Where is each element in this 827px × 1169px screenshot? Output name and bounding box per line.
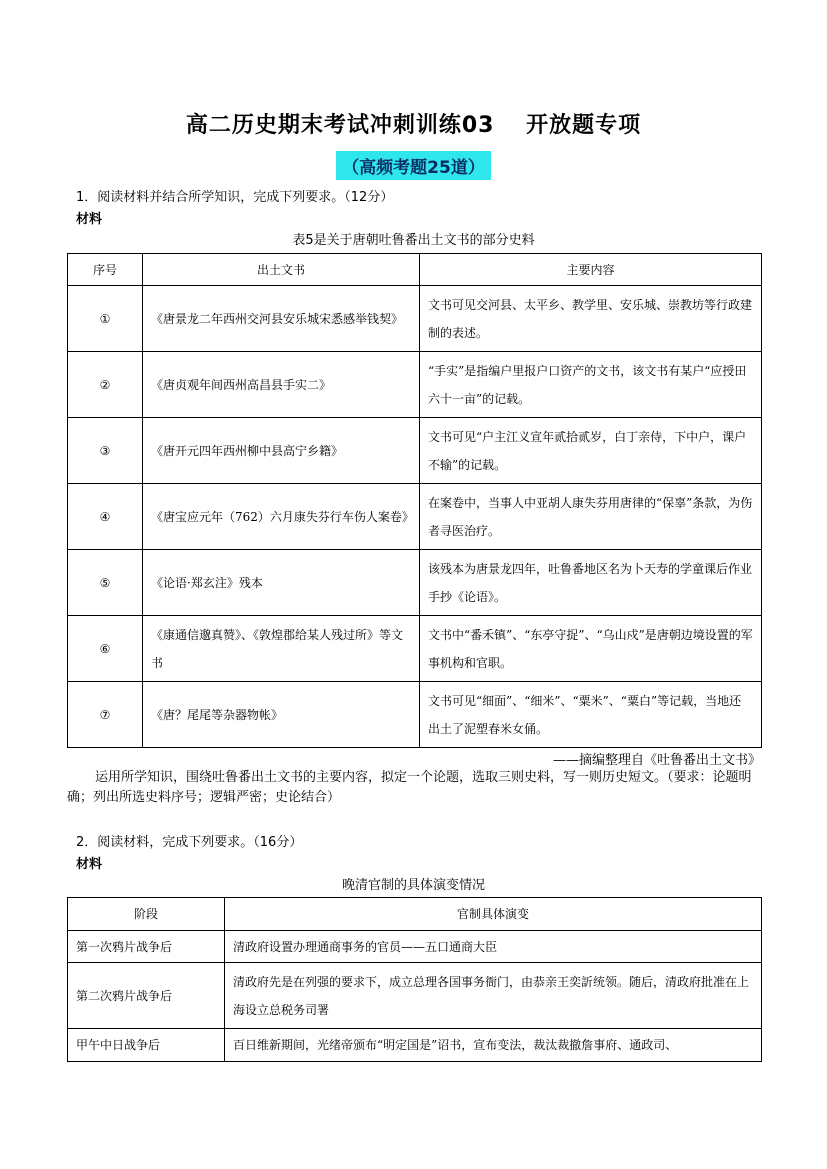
q1-source: ——摘编整理自《吐鲁番出土文书》 [552,753,761,768]
table-row [68,1029,762,1062]
document-content: 文书可见“户主江义宣年贰拾贰岁，白丁亲侍，下中户，课户不输”的记载。 [420,418,762,484]
header-cell: 官制具体演变 [225,898,762,931]
table-row [68,418,762,484]
change-cell: 清政府设置办理通商事务的官员——五口通商大臣 [225,931,762,963]
table-row [68,286,762,352]
document-content: “手实”是指编户里报户口资产的文书，该文书有某户“应授田六十一亩”的记载。 [420,352,762,418]
table-row [68,616,762,682]
header-cell: 阶段 [68,898,225,931]
page-title: 高二历史期末考试冲刺训练03 开放题专项 [185,113,642,138]
document-title: 《论语·郑玄注》残本 [143,550,420,616]
page-subtitle: （高频考题25道） [336,151,491,180]
table-row [68,931,762,963]
header-cell: 序号 [68,254,143,286]
table-header-row [68,254,762,286]
row-number: ③ [68,418,143,484]
header-cell: 出土文书 [143,254,420,286]
row-number: ⑥ [68,616,143,682]
row-number: ① [68,286,143,352]
table-row [68,550,762,616]
q2-prompt: 2．阅读材料，完成下列要求。（16分） [76,835,303,850]
q1-task: 运用所学知识，围绕吐鲁番出土文书的主要内容，拟定一个论题，选取三则史料，写一则历史短文。（要求：论题明确；列出所选史料序号；逻辑严密；史论结合） [67,770,752,805]
header-cell: 主要内容 [420,254,762,286]
table-row [68,352,762,418]
q1-prompt: 1．阅读材料并结合所学知识，完成下列要求。（12分） [76,190,394,205]
table-row [68,484,762,550]
document-content: 文书可见交河县、太平乡、教学里、安乐城、崇教坊等行政建制的表述。 [420,286,762,352]
q1-table-caption: 表5是关于唐朝吐鲁番出土文书的部分史料 [292,233,535,248]
q2-material-label: 材料 [76,857,103,872]
stage-cell: 第二次鸦片战争后 [68,963,225,1029]
q1-table [67,253,762,748]
document-content: 文书可见“细面”、“细米”、“粟米”、“粟白”等记载，当地还出土了泥塑春米女俑。 [420,682,762,748]
row-number: ④ [68,484,143,550]
row-number: ⑤ [68,550,143,616]
row-number: ② [68,352,143,418]
stage-cell: 甲午中日战争后 [68,1029,225,1062]
document-content: 该残本为唐景龙四年，吐鲁番地区名为卜天寿的学童课后作业手抄《论语》。 [420,550,762,616]
change-cell: 清政府先是在列强的要求下，成立总理各国事务衙门，由恭亲王奕訢统领。随后，清政府批准在上海设立总税务司署 [225,963,762,1029]
change-cell: 百日维新期间，光绪帝颁布“明定国是”诏书，宣布变法，裁汰裁撤詹事府、通政司、 [225,1029,762,1062]
document-content: 在案卷中，当事人中亚胡人康失芬用唐律的“保辜”条款，为伤者寻医治疗。 [420,484,762,550]
q1-material-label: 材料 [76,212,103,227]
document-title: 《唐贞观年间西州高昌县手实二》 [143,352,420,418]
document-title: 《唐宝应元年（762）六月康失芬行车伤人案卷》 [143,484,420,550]
document-title: 《唐景龙二年西州交河县安乐城宋悉感举钱契》 [143,286,420,352]
table-row [68,963,762,1029]
document-title: 《康通信邈真赞》、《敦煌郡给某人残过所》等文书 [143,616,420,682]
stage-cell: 第一次鸦片战争后 [68,931,225,963]
subtitle-wrap [0,151,827,180]
q2-table [67,897,762,1062]
row-number: ⑦ [68,682,143,748]
q2-table-caption: 晚清官制的具体演变情况 [341,878,485,893]
table-header-row [68,898,762,931]
document-title: 《唐？尾尾等杂器物帐》 [143,682,420,748]
document-title: 《唐开元四年西州柳中县高宁乡籍》 [143,418,420,484]
table-row [68,682,762,748]
document-content: 文书中“番禾镇”、“东亭守捉”、“乌山戍”是唐朝边境设置的军事机构和官职。 [420,616,762,682]
